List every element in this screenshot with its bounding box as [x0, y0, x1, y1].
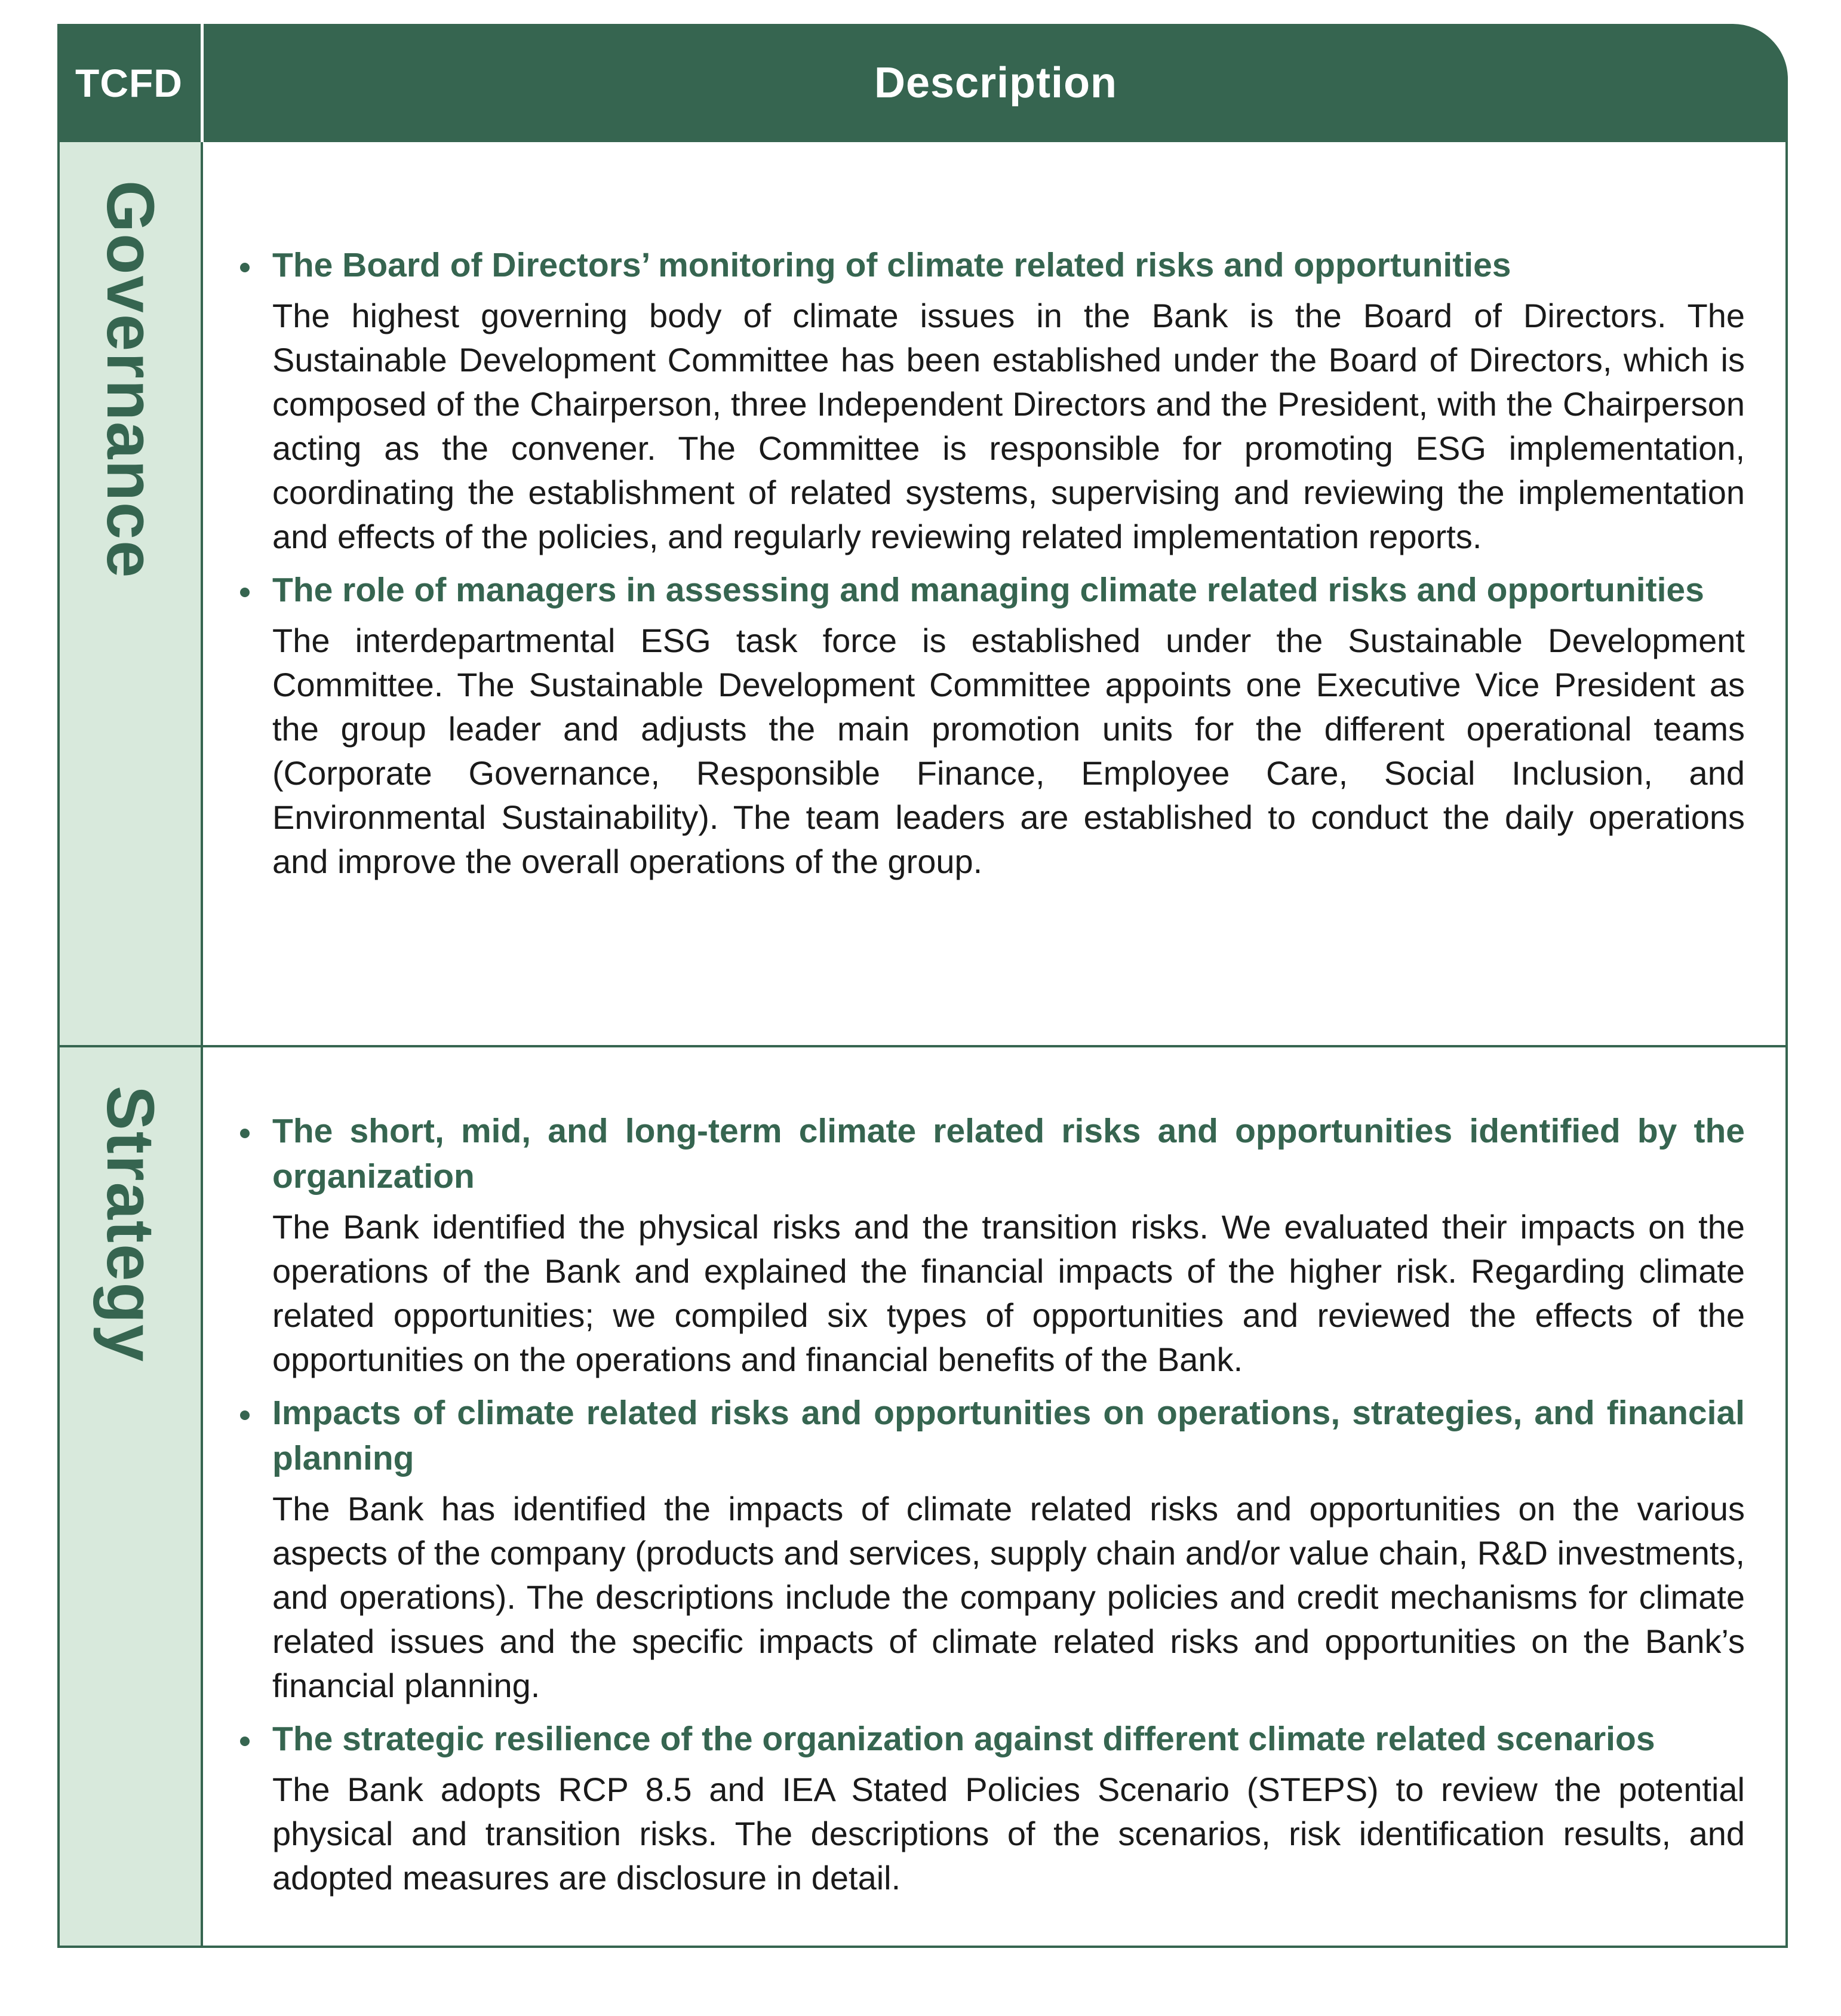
item-title: The short, mid, and long-term climate related risks and opportunities identified by the organization — [272, 1112, 1745, 1196]
list-item — [203, 1390, 1745, 1708]
item-title: Impacts of climate related risks and opportunities on operations, strategies, and financial planning — [272, 1394, 1745, 1477]
section-label-governance: Governance — [93, 180, 168, 579]
list-item — [203, 242, 1745, 559]
list-item — [203, 1108, 1745, 1382]
bullet-icon — [240, 1410, 250, 1420]
header-tcfd-label: TCFD — [75, 61, 183, 105]
bullet-icon — [240, 263, 250, 272]
item-body: The Bank has identified the impacts of climate related risks and opportunities on the various aspects of the company (products and services, supply chain and/or value chain, R&D investments, and operations). The descriptions include the company policies and credit mechanisms for climate related issues and the specific impacts of climate related risks and opportunities on the Bank’s financial planning. — [272, 1490, 1745, 1704]
section-label-strategy: Strategy — [93, 1086, 168, 1363]
section-content — [203, 1047, 1785, 1946]
item-body: The Bank identified the physical risks and the transition risks. We evaluated their impacts on the operations of the Bank and explained the financial impacts of the higher risk. Regarding climate related opportunities; we compiled six types of opportunities and reviewed the effects of the opportunities on the operations and financial benefits of the Bank. — [272, 1208, 1745, 1378]
bullet-icon — [240, 1737, 250, 1746]
section-side-cell — [60, 1047, 203, 1946]
table-header — [57, 24, 1788, 142]
header-description-label: Description — [874, 59, 1118, 107]
item-body: The interdepartmental ESG task force is established under the Sustainable Development Committee. The Sustainable Development Committee appoints one Executive Vice President as the group leader and adjusts the main promotion units for the different operational teams (Corporate Governance, Responsible Finance, Employee Care, Social Inclusion, and Environmental Sustainability). The team leaders are established to conduct the daily operations and improve the overall operations of the group. — [272, 622, 1745, 880]
item-title: The role of managers in assessing and managing climate related risks and opportunities — [272, 571, 1704, 609]
bullet-icon — [240, 588, 250, 597]
section-side-cell — [60, 142, 203, 1045]
section-governance — [57, 142, 1788, 1047]
section-strategy — [57, 1047, 1788, 1948]
list-item — [203, 567, 1745, 884]
item-title: The Board of Directors’ monitoring of climate related risks and opportunities — [272, 246, 1511, 284]
item-body: The highest governing body of climate issues in the Bank is the Board of Directors. The Sustainable Development Committee has been established under the Board of Directors, which is composed of the Chairperson, three Independent Directors and the President, with the Chairperson acting as the convener. The Committee is responsible for promoting ESG implementation, coordinating the establishment of related systems, supervising and reviewing the implementation and effects of the policies, and regularly reviewing related implementation reports. — [272, 297, 1745, 555]
item-title: The strategic resilience of the organization against different climate related scenarios — [272, 1720, 1655, 1758]
tcfd-table — [57, 24, 1788, 1948]
section-content — [203, 142, 1785, 1045]
bullet-icon — [240, 1129, 250, 1138]
list-item — [203, 1716, 1745, 1900]
item-body: The Bank adopts RCP 8.5 and IEA Stated Policies Scenario (STEPS) to review the potential physical and transition risks. The descriptions of the scenarios, risk identification results, and adopted measures are disclosure in detail. — [272, 1771, 1745, 1897]
